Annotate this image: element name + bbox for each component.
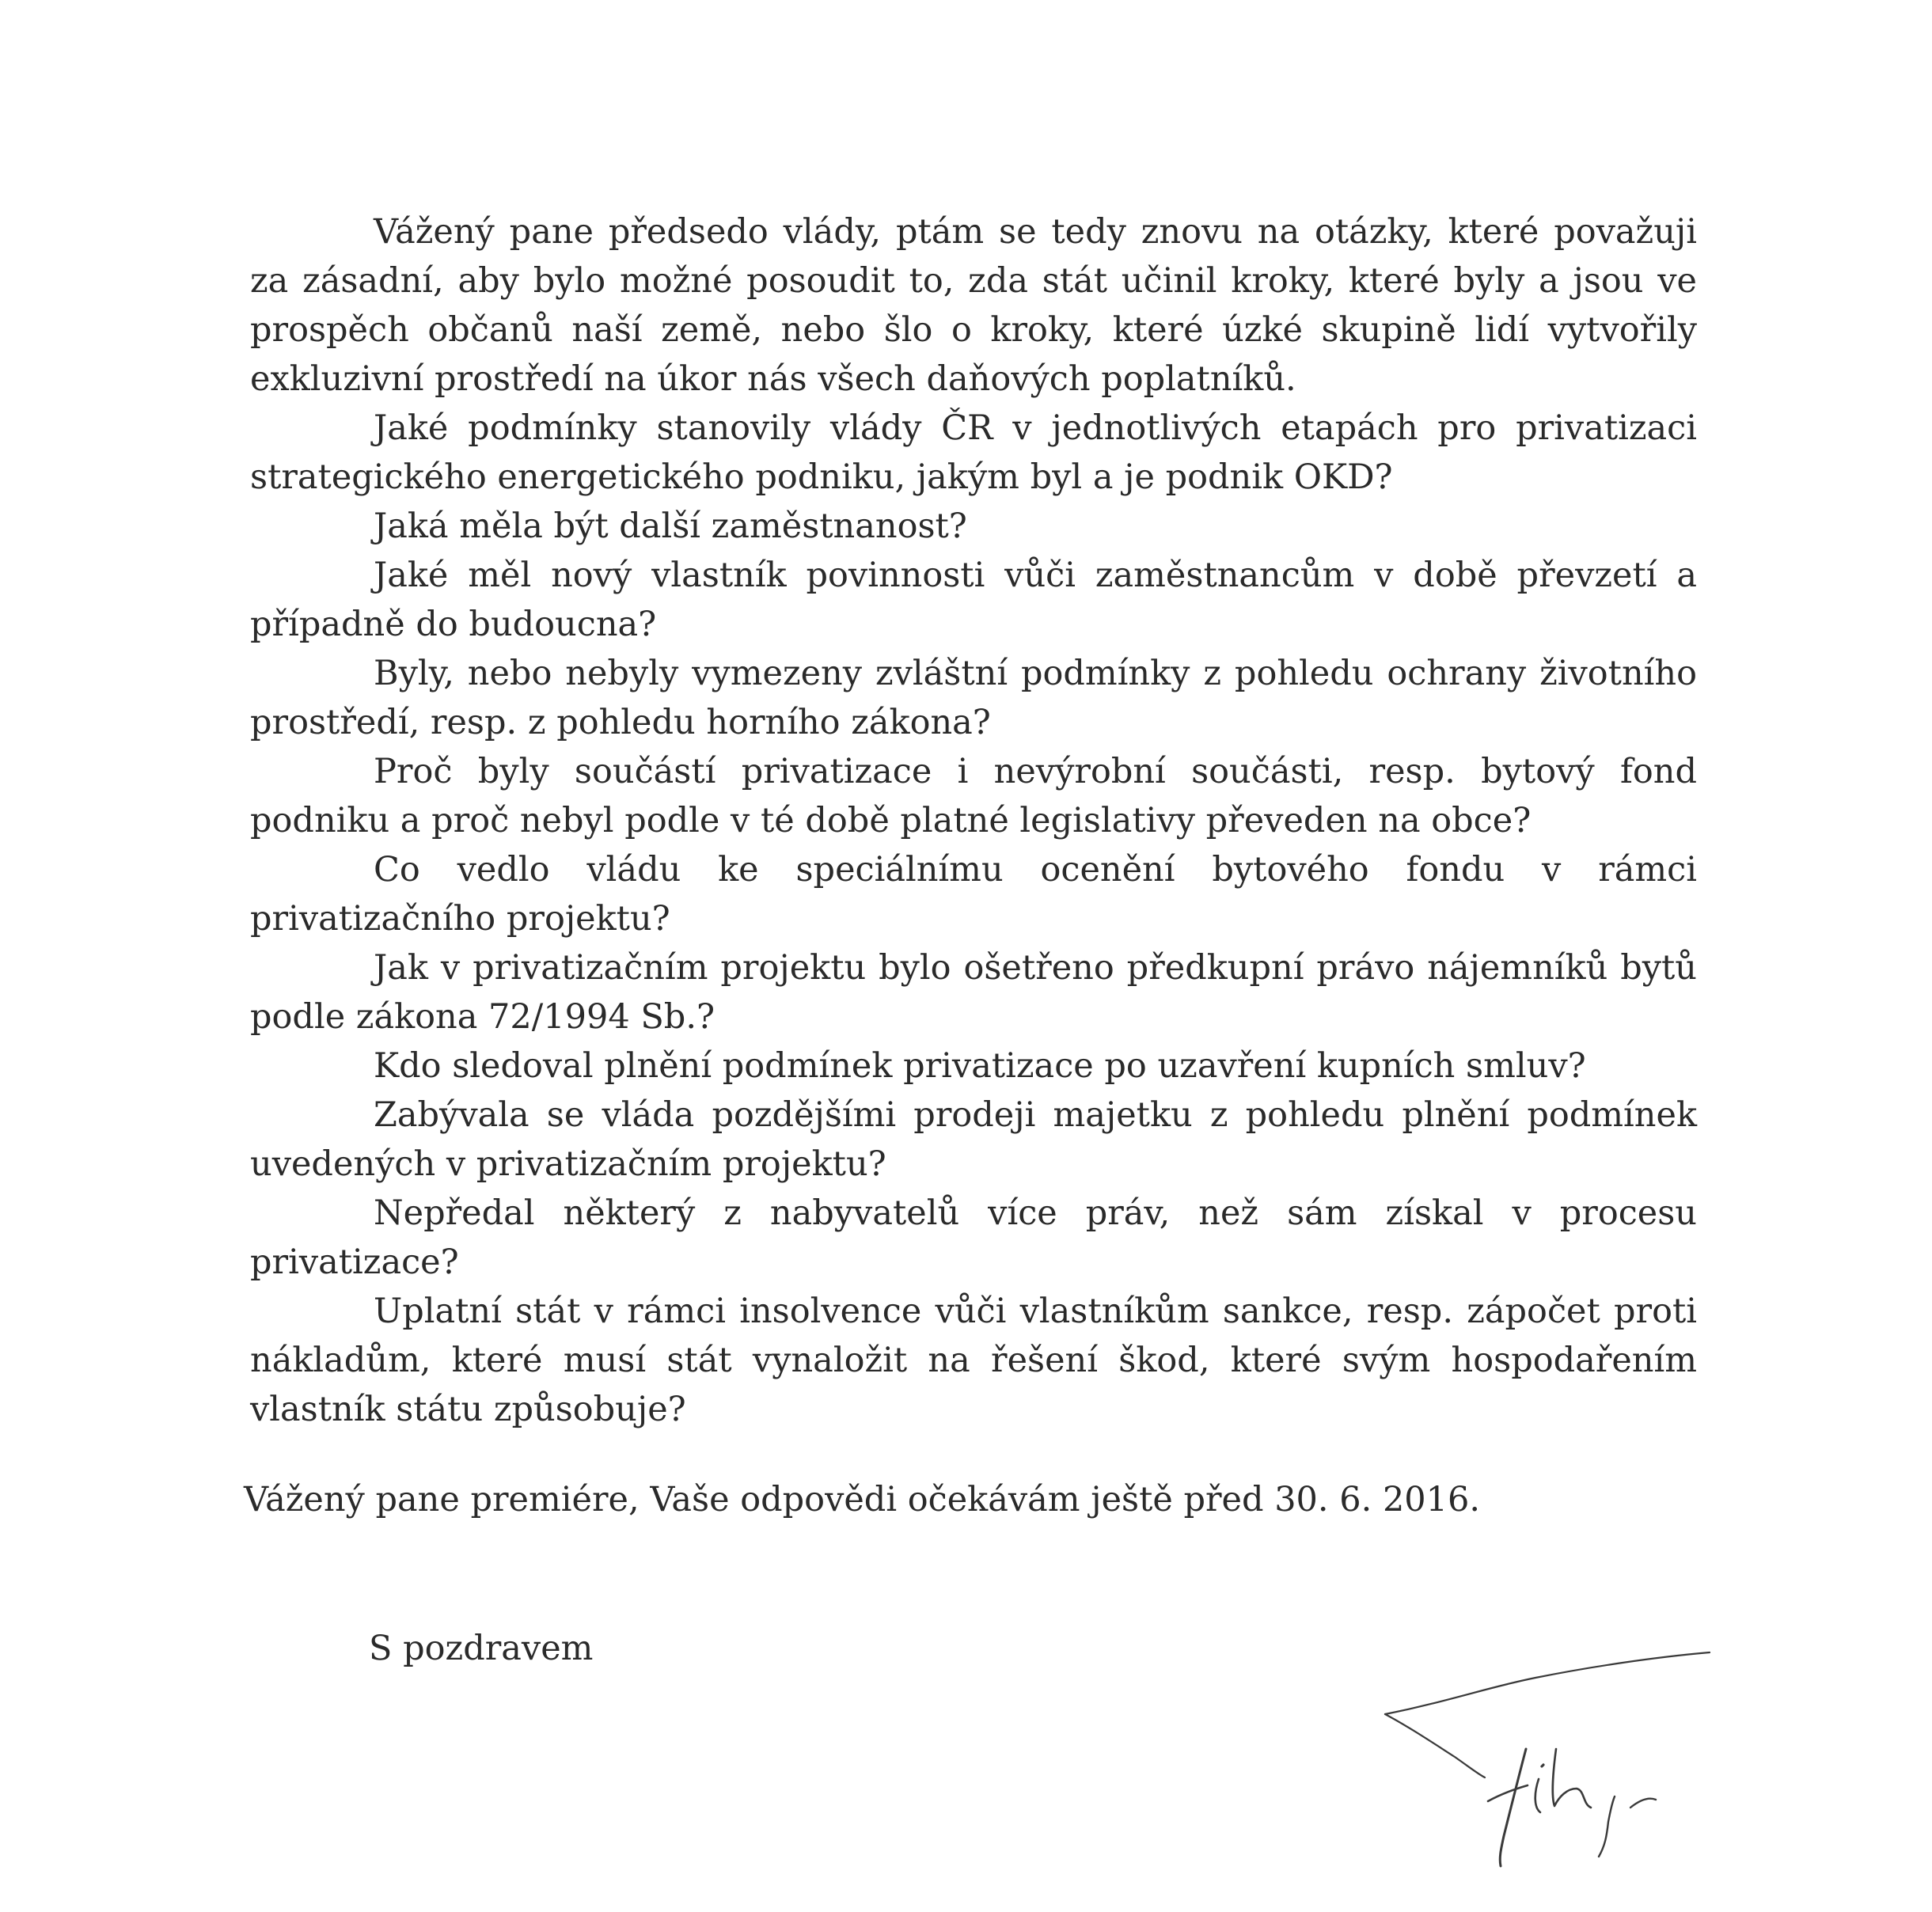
question-housing-valuation: Co vedlo vládu ke speciálnímu ocenění bytového fondu v rámci privatizačního projektu?: [250, 850, 1697, 939]
question-preemption-right: Jak v privatizačním projektu bylo ošetřeno předkupní právo nájemníků bytů podle zákona 72/1994 Sb.?: [250, 948, 1697, 1037]
question-privatization-conditions: Jaké podmínky stanovily vlády ČR v jednotlivých etapách pro privatizaci strategického energetického podniku, jakým byl a je podnik OKD?: [250, 408, 1697, 497]
closing-line: Vážený pane premiére, Vaše odpovědi očekávám ještě před 30. 6. 2016.: [244, 1480, 1481, 1519]
handwritten-signature: [1369, 1638, 1718, 1876]
question-monitoring: Kdo sledoval plnění podmínek privatizace po uzavření kupních smluv?: [374, 1046, 1586, 1086]
question-later-sales: Zabývala se vláda pozdějšími prodeji majetku z pohledu plnění podmínek uvedených v privatizačním projektu?: [250, 1095, 1697, 1184]
letter-body: [250, 207, 1697, 1434]
question-environment-conditions: Byly, nebo nebyly vymezeny zvláštní podmínky z pohledu ochrany životního prostředí, resp. z pohledu horního zákona?: [250, 654, 1697, 742]
question-transferred-rights: Nepředal některý z nabyvatelů více práv, než sám získal v procesu privatizace?: [250, 1193, 1697, 1282]
question-housing-fund: Proč byly součástí privatizace i nevýrobní součásti, resp. bytový fond podniku a proč nebyl podle v té době platné legislativy převeden na obce?: [250, 752, 1697, 840]
question-employment: Jaká měla být další zaměstnanost?: [374, 506, 967, 546]
paragraph-intro: Vážený pane předsedo vlády, ptám se tedy znovu na otázky, které považuji za zásadní, aby bylo možné posoudit to, zda stát učinil kroky, které byly a jsou ve prospěch občanů naší země, nebo šlo o kroky, které úzké skupině lidí vytvořily exkluzivní prostředí na úkor nás všech daňových poplatníků.: [250, 212, 1697, 399]
greeting: S pozdravem: [369, 1629, 594, 1668]
question-owner-obligations: Jaké měl nový vlastník povinnosti vůči zaměstnancům v době převzetí a případně do budoucna?: [250, 556, 1697, 644]
question-insolvency-sanctions: Uplatní stát v rámci insolvence vůči vlastníkům sankce, resp. zápočet proti nákladům, které musí stát vynaložit na řešení škod, které svým hospodařením vlastník státu způsobuje?: [250, 1292, 1697, 1429]
